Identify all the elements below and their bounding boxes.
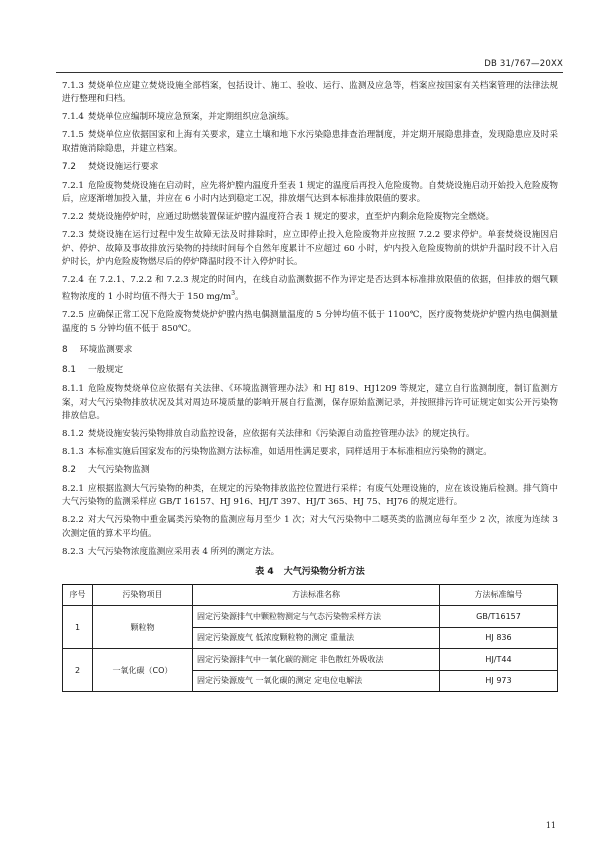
clause-7-1-4: 7.1.4 焚烧单位应编制环境应急预案，并定期组织应急演练。 bbox=[62, 112, 295, 123]
header-rule bbox=[56, 72, 563, 73]
cell-method-code: GB/T16157 bbox=[440, 606, 558, 628]
heading-7-2: 7.2 焚烧设施运行要求 bbox=[62, 161, 159, 172]
clause-8-1-1: 8.1.1 危险废物焚烧单位应依据有关法律、《环境监测管理办法》和 HJ 819、HJ1209 等规定，建立自行监测制度，制订监测方案，对大气污染物排放状况及其对周边环境质量的影响开展自行监测，保存原始监测记录，并按照排污许可证规定如实公开污染物排放信息。 bbox=[62, 384, 558, 421]
header-seq: 序号 bbox=[63, 584, 93, 606]
cell-method-code: HJ 836 bbox=[440, 627, 558, 649]
clause-8-1-2: 8.1.2 焚烧设施安装污染物排放自动监控设备，应依据有关法律和《污染源自动监控管理办法》的规定执行。 bbox=[62, 428, 475, 439]
heading-8: 8 环境监测要求 bbox=[62, 345, 133, 356]
clause-7-1-3: 7.1.3 焚烧单位应建立焚烧设施全部档案，包括设计、施工、验收、运行、监测及应急等，档案应按国家有关档案管理的法律法规进行整理和归档。 bbox=[62, 81, 558, 105]
header-method-name: 方法标准名称 bbox=[193, 584, 440, 606]
cell-method-code: HJ/T44 bbox=[440, 649, 558, 671]
table-row bbox=[63, 606, 558, 628]
clause-7-2-3: 7.2.3 焚烧设施在运行过程中发生故障无法及时排除时，应立即停止投入危险废物并应按照 7.2.2 要求停炉。单套焚烧设施因启炉、停炉、故障及事故排放污染物的持续时间每个自然年度累计不应超过 60 小时，炉内投入危险废物前的烘炉升温时段不计入启炉时长，炉内危险废物燃尽后的停炉降温时段不计入停炉时长。 bbox=[62, 230, 558, 268]
clause-7-2-1: 7.2.1 危险废物焚烧设施在启动时，应先将炉膛内温度升至表 1 规定的温度后再投入危险废物。自焚烧设施启动开始投入危险废物后，应逐渐增加投入量，并应在 6 小时内达到稳定工况，排放烟气达到本标准排放限值的要求。 bbox=[62, 180, 558, 205]
cell-method-name: 固定污染源排气中一氧化碳的测定 非色散红外吸收法 bbox=[193, 649, 440, 671]
header-method-code: 方法标准编号 bbox=[440, 584, 558, 606]
page-content bbox=[62, 80, 558, 692]
cell-pollutant: 颗粒物 bbox=[93, 606, 193, 649]
clause-8-2-1: 8.2.1 应根据监测大气污染物的种类，在规定的污染物排放监控位置进行采样；有废气处理设施的，应在该设施后检测。排气筒中大气污染物的监测采样应 GB/T 16157、HJ 916、HJ/T 397、HJ/T 365、HJ 75、HJ76 的规定进行。 bbox=[62, 483, 558, 508]
clause-7-2-2: 7.2.2 焚烧设施停炉时，应通过助燃装置保证炉膛内温度符合表 1 规定的要求，直至炉内剩余危险废物完全燃烧。 bbox=[62, 212, 495, 223]
page-number: 11 bbox=[545, 821, 556, 830]
clause-7-2-5: 7.2.5 应确保正常工况下危险废物焚烧炉炉膛内热电偶测量温度的 5 分钟均值不低于 1100℃，医疗废物焚烧炉炉膛内热电偶测量温度的 5 分钟均值不低于 850℃。 bbox=[62, 310, 558, 334]
heading-8-2: 8.2 大气污染物监测 bbox=[62, 464, 150, 475]
clause-8-2-2: 8.2.2 对大气污染物中重金属类污染物的监测应每月至少 1 次；对大气污染物中二噁英类的监测应每年至少 2 次，浓度为连续 3 次测定值的算术平均值。 bbox=[62, 515, 558, 539]
cell-method-name: 固定污染源废气 一氧化碳的测定 定电位电解法 bbox=[193, 670, 440, 692]
cell-method-code: HJ 973 bbox=[440, 670, 558, 692]
table-row bbox=[63, 649, 558, 671]
cell-pollutant: 一氧化碳（CO） bbox=[93, 649, 193, 692]
cell-method-name: 固定污染源排气中颗粒物测定与气态污染物采样方法 bbox=[193, 606, 440, 628]
document-code: DB 31/767—20XX bbox=[484, 59, 563, 69]
table-header-row bbox=[63, 584, 558, 606]
clause-8-2-3: 8.2.3 大气污染物浓度监测应采用表 4 所列的测定方法。 bbox=[62, 546, 280, 557]
table-caption: 表 4 大气污染物分析方法 bbox=[255, 566, 365, 577]
clause-7-2-4: 7.2.4 在 7.2.1、7.2.2 和 7.2.3 规定的时间内，在线自动监测数据不作为评定是否达到本标准排放限值的依据，但排放的烟气颗粒物浓度的 1 小时均值不得大于 150 $mg/m^3$。 bbox=[62, 275, 558, 303]
analysis-methods-table bbox=[62, 584, 558, 693]
cell-method-name: 固定污染源废气 低浓度颗粒物的测定 重量法 bbox=[193, 627, 440, 649]
heading-8-1: 8.1 一般规定 bbox=[62, 365, 124, 376]
clause-8-1-3: 8.1.3 本标准实施后国家发布的污染物监测方法标准，如适用性满足要求，同样适用于本标准相应污染物的测定。 bbox=[62, 446, 492, 457]
cell-seq: 1 bbox=[63, 606, 93, 649]
cell-seq: 2 bbox=[63, 649, 93, 692]
header-pollutant: 污染物项目 bbox=[93, 584, 193, 606]
clause-7-1-5: 7.1.5 焚烧单位应依据国家和上海有关要求，建立土壤和地下水污染隐患排查治理制度，并定期开展隐患排查，发现隐患应及时采取措施消除隐患，并建立档案。 bbox=[62, 130, 558, 154]
